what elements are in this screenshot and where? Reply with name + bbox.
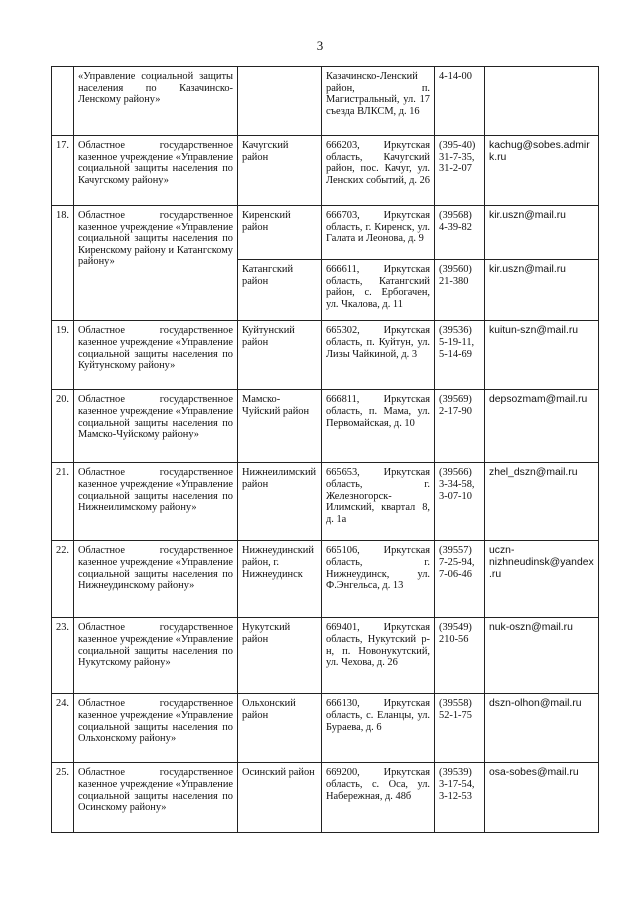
agency-address: 666130, Иркутская область, с. Еланцы, ул. Бураева, д. 6: [322, 694, 435, 763]
table-row: [52, 206, 599, 260]
row-number: 17.: [52, 136, 74, 206]
district-name: Нижнеудинский район, г. Нижнеудинск: [238, 541, 322, 618]
district-name: Мамско-Чуйский район: [238, 390, 322, 463]
row-number: 21.: [52, 463, 74, 541]
row-number: 23.: [52, 618, 74, 694]
agency-email: dszn-olhon@mail.ru: [485, 694, 599, 763]
agency-email: osa-sobes@mail.ru: [485, 763, 599, 833]
table-row: [52, 763, 599, 833]
page-number: 3: [316, 38, 324, 53]
table-row: [52, 541, 599, 618]
table-row: [52, 136, 599, 206]
row-number: 24.: [52, 694, 74, 763]
agency-phone: 4-14-00: [435, 67, 485, 136]
agency-phone: (39558) 52-1-75: [435, 694, 485, 763]
agency-email: kir.uszn@mail.ru: [485, 206, 599, 260]
agency-address: 669401, Иркутская область, Нукутский р-н, п. Новонукутский, ул. Чехова, д. 26: [322, 618, 435, 694]
agencies-table: [51, 66, 599, 833]
agency-phone: (39560) 21-380: [435, 260, 485, 321]
agency-phone: (39557) 7-25-94, 7-06-46: [435, 541, 485, 618]
agency-email: kuitun-szn@mail.ru: [485, 321, 599, 390]
agency-name: Областное государственное казенное учреждение «Управление социальной защиты населения по Киренскому району и Катангскому району»: [74, 206, 238, 321]
agency-phone: (39569) 2-17-90: [435, 390, 485, 463]
district-name: Нукутский район: [238, 618, 322, 694]
table-row: [52, 390, 599, 463]
agency-name: Областное государственное казенное учреждение «Управление социальной защиты населения по Нукутскому району»: [74, 618, 238, 694]
agency-name: Областное государственное казенное учреждение «Управление социальной защиты населения по Нижнеудинскому району»: [74, 541, 238, 618]
agency-email: nuk-oszn@mail.ru: [485, 618, 599, 694]
agency-phone: (39536) 5-19-11, 5-14-69: [435, 321, 485, 390]
district-name: Киренский район: [238, 206, 322, 260]
agency-address: 665302, Иркутская область, п. Куйтун, ул. Лизы Чайкиной, д. 3: [322, 321, 435, 390]
agency-email: [485, 67, 599, 136]
agencies-table-body: [52, 67, 599, 833]
row-number: [52, 67, 74, 136]
district-name: Ольхонский район: [238, 694, 322, 763]
table-row: [52, 463, 599, 541]
district-name: Катангский район: [238, 260, 322, 321]
agency-address: 665653, Иркутская область, г. Железногорск-Илимский, квартал 8, д. 1а: [322, 463, 435, 541]
agency-phone: (395-40) 31-7-35, 31-2-07: [435, 136, 485, 206]
agency-phone: (39568) 4-39-82: [435, 206, 485, 260]
agency-email: uczn-nizhneudinsk@yandex.ru: [485, 541, 599, 618]
agency-name: Областное государственное казенное учреждение «Управление социальной защиты населения по Осинскому району»: [74, 763, 238, 833]
agency-email: depsozmam@mail.ru: [485, 390, 599, 463]
agency-name: Областное государственное казенное учреждение «Управление социальной защиты населения по Качугскому району»: [74, 136, 238, 206]
agency-address: 666703, Иркутская область, г. Киренск, ул. Галата и Леонова, д. 9: [322, 206, 435, 260]
row-number: 22.: [52, 541, 74, 618]
agency-email: kir.uszn@mail.ru: [485, 260, 599, 321]
agency-name: Областное государственное казенное учреждение «Управление социальной защиты населения по Мамско-Чуйскому району»: [74, 390, 238, 463]
agency-address: 669200, Иркутская область, с. Оса, ул. Набережная, д. 48б: [322, 763, 435, 833]
agency-phone: (39549) 210-56: [435, 618, 485, 694]
district-name: Осинский район: [238, 763, 322, 833]
agency-phone: (39539) 3-17-54, 3-12-53: [435, 763, 485, 833]
agency-email: kachug@sobes.admirk.ru: [485, 136, 599, 206]
table-row: [52, 321, 599, 390]
agency-name: Областное государственное казенное учреждение «Управление социальной защиты населения по Нижнеилимскому району»: [74, 463, 238, 541]
row-number: 25.: [52, 763, 74, 833]
table-row: [52, 694, 599, 763]
agency-address: 665106, Иркутская область, г. Нижнеудинск, ул. Ф.Энгельса, д. 13: [322, 541, 435, 618]
district-name: [238, 67, 322, 136]
agency-address: 666611, Иркутская область, Катангский район, с. Ербогачен, ул. Чкалова, д. 11: [322, 260, 435, 321]
agency-address: Казачинско-Ленский район, п. Магистральный, ул. 17 съезда ВЛКСМ, д. 16: [322, 67, 435, 136]
agency-address: 666811, Иркутская область, п. Мама, ул. Первомайская, д. 10: [322, 390, 435, 463]
table-row: [52, 618, 599, 694]
table-row: [52, 67, 599, 136]
agency-name: «Управление социальной защиты населения по Казачинско-Ленскому району»: [74, 67, 238, 136]
agency-name: Областное государственное казенное учреждение «Управление социальной защиты населения по Ольхонскому району»: [74, 694, 238, 763]
agency-address: 666203, Иркутская область, Качугский район, пос. Качуг, ул. Ленских событий, д. 26: [322, 136, 435, 206]
row-number: 20.: [52, 390, 74, 463]
agency-phone: (39566) 3-34-58, 3-07-10: [435, 463, 485, 541]
district-name: Куйтунский район: [238, 321, 322, 390]
row-number: 19.: [52, 321, 74, 390]
row-number: 18.: [52, 206, 74, 321]
agency-name: Областное государственное казенное учреждение «Управление социальной защиты населения по Куйтунскому району»: [74, 321, 238, 390]
district-name: Нижнеилимский район: [238, 463, 322, 541]
agency-email: zhel_dszn@mail.ru: [485, 463, 599, 541]
district-name: Качугский район: [238, 136, 322, 206]
